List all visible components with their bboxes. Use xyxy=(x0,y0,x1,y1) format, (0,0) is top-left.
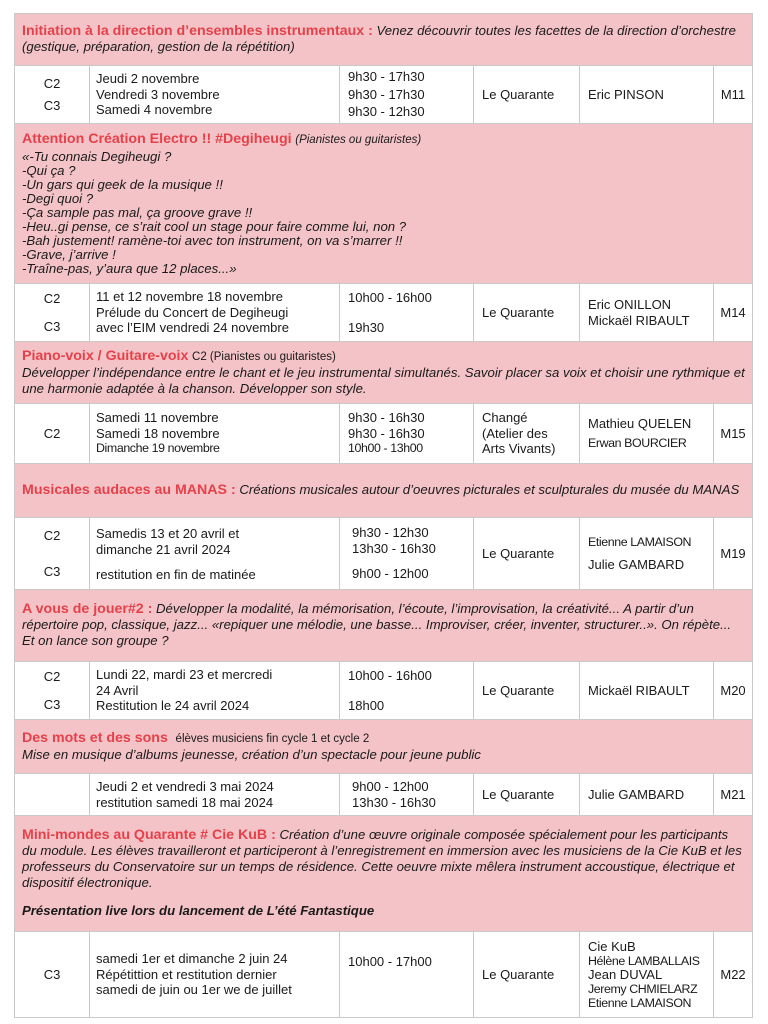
module-code: M20 xyxy=(714,662,753,720)
module-code: M22 xyxy=(714,932,753,1018)
session-row xyxy=(15,662,753,720)
module-description: Développer la modalité, la mémorisation, l’écoute, l’improvisation, la créativité... A partir d’un répertoire pop, classique, jazz... «repiquer une mélodie, une basse... Improviser, créer, inventer, structurer..». On répète... Et on lance son groupe ? xyxy=(22,601,732,648)
session-row xyxy=(15,284,753,342)
cycle-cell: C2 C3 xyxy=(15,518,90,590)
module-header xyxy=(15,590,753,662)
module-title: Mini-mondes au Quarante # Cie KuB : xyxy=(22,827,276,843)
times-cell: 10h00 - 17h00 xyxy=(340,932,474,1018)
place-cell: Le Quarante xyxy=(474,932,580,1018)
teachers-cell: Eric PINSON xyxy=(580,66,714,124)
session-row xyxy=(15,774,753,816)
times-cell: 10h00 - 16h00 18h00 xyxy=(340,662,474,720)
module-description: Créations musicales autour d’oeuvres picturales et sculpturales du musée du MANAS xyxy=(239,482,740,497)
place-cell: Le Quarante xyxy=(474,774,580,816)
dates-cell: Lundi 22, mardi 23 et mercredi 24 Avril Restitution le 24 avril 2024 xyxy=(90,662,340,720)
place-cell: Le Quarante xyxy=(474,284,580,342)
module-quote: «-Tu connais Degiheugi ? -Qui ça ? -Un gars qui geek de la musique !! -Degi quoi ? -Ça sample pas mal, ça groove grave !! -Heu..gi pense, ce s’rait cool un stage pour faire comme lui, non ? -Bah justement! ramène-toi avec ton instrument, on va s’marrer !! -Grave, j’arrive ! -Traîne-pas, y’aura que 12 places...» xyxy=(22,148,407,276)
module-code: M15 xyxy=(714,404,753,464)
cycle-cell: C2 C3 xyxy=(15,66,90,124)
teachers-cell: Mathieu QUELEN Erwan BOURCIER xyxy=(580,404,714,464)
module-header xyxy=(15,342,753,404)
module-header xyxy=(15,720,753,774)
module-header xyxy=(15,816,753,932)
cycle-cell xyxy=(15,774,90,816)
module-title: Des mots et des sons xyxy=(22,729,168,746)
teachers-cell: Etienne LAMAISON Julie GAMBARD xyxy=(580,518,714,590)
module-subtitle: C2 (Pianistes ou guitaristes) xyxy=(192,350,336,363)
dates-cell: Jeudi 2 et vendredi 3 mai 2024 restitution samedi 18 mai 2024 xyxy=(90,774,340,816)
module-title: Piano-voix / Guitare-voix xyxy=(22,347,189,364)
module-code: M14 xyxy=(714,284,753,342)
teachers-cell: Eric ONILLON Mickaël RIBAULT xyxy=(580,284,714,342)
cycle-cell: C2 C3 xyxy=(15,662,90,720)
place-cell: Le Quarante xyxy=(474,66,580,124)
dates-cell: 11 et 12 novembre 18 novembre Prélude du Concert de Degiheugi avec l’EIM vendredi 24 novembre xyxy=(90,284,340,342)
cycle-cell: C2 xyxy=(15,404,90,464)
teachers-cell: Mickaël RIBAULT xyxy=(580,662,714,720)
module-title: Initiation à la direction d’ensembles instrumentaux : xyxy=(22,23,373,39)
module-title: Musicales audaces au MANAS : xyxy=(22,482,236,498)
module-code: M19 xyxy=(714,518,753,590)
session-row xyxy=(15,518,753,590)
teachers-cell: Julie GAMBARD xyxy=(580,774,714,816)
modules-table xyxy=(14,13,753,1018)
session-row xyxy=(15,404,753,464)
module-description: Développer l’indépendance entre le chant et le jeu instrumental simultanés. Savoir placer sa voix et choisir une rythmique et une harmonie adaptée à la chanson. Développer son style. xyxy=(22,364,745,396)
module-header xyxy=(15,14,753,66)
module-subtitle: élèves musiciens fin cycle 1 et cycle 2 xyxy=(175,732,370,745)
place-cell: Changé (Atelier des Arts Vivants) xyxy=(474,404,580,464)
times-cell: 9h30 - 12h30 13h30 - 16h30 9h00 - 12h00 xyxy=(340,518,474,590)
module-header xyxy=(15,124,753,284)
module-code: M21 xyxy=(714,774,753,816)
module-code: M11 xyxy=(714,66,753,124)
dates-cell: Samedi 11 novembre Samedi 18 novembre Dimanche 19 novembre xyxy=(90,404,340,464)
session-row xyxy=(15,66,753,124)
module-title: Attention Création Electro !! #Degiheugi xyxy=(22,130,292,147)
module-header xyxy=(15,464,753,518)
module-description: Venez découvrir toutes les facettes de la direction d’orchestre (gestique, préparation, gestion de la répétition) xyxy=(22,23,736,54)
times-cell: 9h30 - 17h30 9h30 - 17h30 9h30 - 12h30 xyxy=(340,66,474,124)
place-cell: Le Quarante xyxy=(474,518,580,590)
cycle-cell: C3 xyxy=(15,932,90,1018)
module-description: Création d’une œuvre originale composée spécialement pour les participants du module. Les élèves travailleront et participeront à l’enregistrement en immersion avec les musiciens de la Cie KuB et les professeurs du Conservatoire sur un temps de résidence. Cette oeuvre mixte mêlera instrument accoustique, électrique et dispositif électronique. xyxy=(22,827,742,890)
module-subtitle: (Pianistes ou guitaristes) xyxy=(295,133,422,146)
dates-cell: samedi 1er et dimanche 2 juin 24 Répétittion et restitution dernier samedi de juin ou 1er we de juillet xyxy=(90,932,340,1018)
module-description: Mise en musique d’albums jeunesse, création d’un spectacle pour jeune public xyxy=(22,746,481,762)
teachers-cell: Cie KuB Hélène LAMBALLAIS Jean DUVAL Jeremy CHMIELARZ Etienne LAMAISON xyxy=(580,932,714,1018)
times-cell: 10h00 - 16h00 19h30 xyxy=(340,284,474,342)
place-cell: Le Quarante xyxy=(474,662,580,720)
times-cell: 9h30 - 16h30 9h30 - 16h30 10h00 - 13h00 xyxy=(340,404,474,464)
cycle-cell: C2 C3 xyxy=(15,284,90,342)
module-note: Présentation live lors du lancement de L’été Fantastique xyxy=(22,903,375,918)
dates-cell: Samedis 13 et 20 avril et dimanche 21 avril 2024 restitution en fin de matinée xyxy=(90,518,340,590)
dates-cell: Jeudi 2 novembre Vendredi 3 novembre Samedi 4 novembre xyxy=(90,66,340,124)
module-title: A vous de jouer#2 : xyxy=(22,601,153,617)
times-cell: 9h00 - 12h00 13h30 - 16h30 xyxy=(340,774,474,816)
session-row xyxy=(15,932,753,1018)
